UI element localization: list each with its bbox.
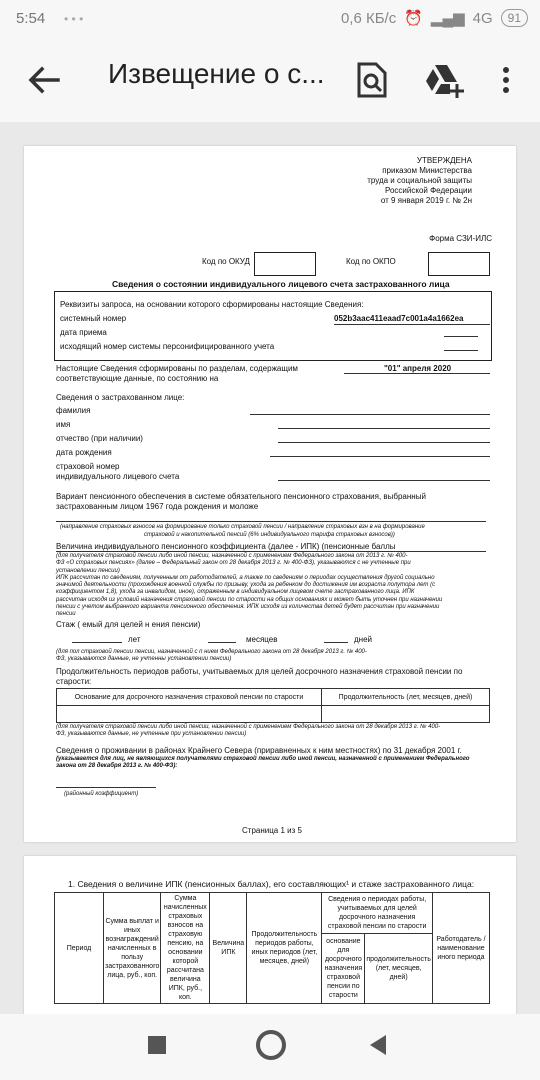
ipk-heading: Величина индивидуального пенсионного коэффициента (далее - ИПК) (пенсионные баллы (56, 542, 396, 551)
document-heading: Сведения о состоянии индивидуального лицевого счета застрахованного лица (112, 279, 450, 289)
pension-variant-line-2: застрахованным лицом 1967 года рождения и моложе (56, 502, 259, 511)
signal-icon: ▂▄▆ (430, 10, 465, 27)
seniority-months: месяцев (246, 635, 278, 644)
network-type: 4G (472, 9, 493, 27)
early-cell-basis (57, 706, 322, 723)
field-snils-label-1: страховой номер (56, 462, 120, 471)
okud-box (254, 252, 316, 276)
field-last-name: фамилия (56, 406, 91, 415)
page-number: Страница 1 из 5 (242, 826, 302, 835)
field-patronymic: отчество (при наличии) (56, 434, 143, 443)
outgoing-number-label: исходящий номер системы персонифицированного учета (60, 342, 275, 351)
back-button[interactable] (368, 1034, 388, 1056)
app-bar (0, 38, 540, 122)
system-number-value: 052b3aac411eaad7c001a4a1662ea (334, 314, 464, 323)
recent-apps-button[interactable] (148, 1036, 166, 1054)
field-birth-date: дата рождения (56, 448, 112, 457)
form-code: Форма СЗИ-ИЛС (429, 234, 492, 243)
pension-variant-line-1: Вариант пенсионного обеспечения в системе обязательного пенсионного страхования, выбранный (56, 492, 426, 501)
status-right (341, 9, 528, 27)
early-header-basis: Основание для досрочного назначения страховой пенсии по старости (57, 689, 322, 706)
document-page-1 (24, 146, 516, 842)
request-intro: Реквизиты запроса, на основании которого сформированы настоящие Сведения: (60, 300, 364, 309)
ipk-table (54, 892, 490, 1004)
navigation-bar (0, 1014, 540, 1080)
north-residence-heading: Сведения о проживании в районах Крайнего Севера (приравненных к ним местностях) по 31 декабря 2001 г. (56, 746, 462, 755)
early-pension-note-2: ФЗ, указываются данные, не учтенные при установлении пенсии) (56, 731, 247, 737)
okpo-box (428, 252, 490, 276)
battery-indicator: 91 (501, 9, 528, 27)
receipt-date-label: дата приема (60, 328, 107, 337)
okpo-label: Код по ОКПО (346, 257, 396, 266)
north-residence-note-1: (указывается для лиц, не являющихся получателями страховой пенсии либо иной пенсии, назначенной с применением Федерального (56, 756, 470, 762)
system-number-label: системный номер (60, 314, 127, 323)
col-duration: Продолжительность периодов работы, иных периодов (лет, месяцев, дней) (247, 893, 322, 1004)
statement-line-2: соответствующие данные, по состоянию на (56, 374, 219, 383)
col-period: Период (55, 893, 104, 1004)
col-early-periods: Сведения о периодах работы, учитываемых для целей досрочного назначения страховой пенсии по старости (322, 893, 433, 934)
col-early-basis: основание для досрочного назначения страховой пенсии по старости (322, 934, 365, 1004)
insured-person-heading: Сведения о застрахованном лице: (56, 393, 185, 402)
okud-label: Код по ОКУД (202, 257, 250, 266)
col-early-duration: продолжительность (лет, месяцев, дней) (365, 934, 433, 1004)
document-title: Извещение о с... (108, 58, 325, 89)
back-arrow-icon[interactable] (24, 60, 64, 100)
seniority-heading: Стаж ( емый для целей н ения пенсии) (56, 620, 201, 629)
early-header-duration: Продолжительность (лет, месяцев, дней) (322, 689, 490, 706)
contribution-direction-note-1: (направление страховых взносов на формирование только страховой пенсии / направление страховых взн в на формирование (60, 524, 425, 530)
ipk-section-title: 1. Сведения о величине ИПК (пенсионных баллах), его составляющих¹ и стаже застрахованного лица: (68, 879, 475, 889)
ipk-notes: (для получателя страховой пенсии либо иной пенсии, назначенной с применением Федерального закона от 2013 г. № 400- ФЗ «О страховых пенсиях» (далее – Федеральный закон от 28 декабря 2013 г. № 400-ФЗ), указываются с не учтенные при установлении пенсии) ИПК рассчитан по сведениям, полученным от работодателей, а также по сведениям о периодах осуществления другой социально значимой деятельности (прохождения военной службы по призыву, ухода за ребенком до достижения им возраста полутора лет (с коэффициентом 1,8), ухода за инвалидом, иное), отраженным в индивидуальном лицевом счете застрахованного лица. ИПК рассчитан исходя из условий назначения страховой пенсии по старости на общих основаниях и может быть уточнен при назначении пенсии с учетом выбранного варианта пенсионного обеспечения. ИПК исходя из количества детей будет рассчитан при назначении пенсии (56, 553, 443, 618)
add-to-drive-icon[interactable] (424, 62, 464, 98)
early-pension-table (56, 688, 490, 723)
early-pension-heading-2: старости: (56, 677, 92, 686)
approval-stamp: УТВЕРЖДЕНА приказом Министерства труда и социальной защиты Российской Федерации от 9 января 2019 г. № 2н (367, 156, 472, 205)
seniority-years: лет (128, 635, 141, 644)
alarm-icon: ⏰ (404, 10, 423, 27)
contribution-direction-note-2: страховой и накопительной пенсий (6% индивидуального тарифа страховых взносов)) (144, 532, 395, 538)
document-page-2 (24, 856, 516, 1016)
regional-coefficient-label: (районный коэффициент) (64, 791, 139, 797)
seniority-days: дней (354, 635, 373, 644)
field-first-name: имя (56, 420, 71, 429)
home-button[interactable] (256, 1030, 286, 1060)
status-time: 5:54 (16, 10, 46, 27)
search-in-document-icon[interactable] (356, 62, 388, 98)
early-cell-duration (322, 706, 490, 723)
seniority-note-2: ФЗ, указываются данные, не учтенны установлении пенсии) (56, 656, 232, 662)
statement-date: "01" апреля 2020 (384, 364, 452, 373)
north-residence-note-2: закона от 28 декабря 2013 г. № 400-ФЗ): (56, 763, 178, 769)
more-options-icon[interactable] (498, 62, 514, 98)
seniority-note-1: (для пол страховой пенсии пенсии, назначенной с п нием Федерального закона от 28 декабря 2013 г. № 400- (56, 649, 367, 655)
statement-line-1: Настоящие Сведения сформированы по разделам, содержащим (56, 364, 298, 373)
field-snils-label-2: индивидуального лицевого счета (56, 472, 180, 481)
col-employer: Работодатель / наименование иного периода (432, 893, 489, 1004)
col-payments: Сумма выплат и иных вознаграждений начисленных в пользу застрахованного лица, руб., коп. (104, 893, 161, 1004)
net-speed: 0,6 КБ/с (340, 9, 397, 27)
status-bar (0, 0, 540, 38)
col-contributions: Сумма начисленных страховых взносов на страховую пенсию, на основании которой рассчитана величина ИПК, руб., коп. (161, 893, 210, 1004)
notification-icons: • • • (64, 12, 84, 26)
early-pension-heading-1: Продолжительность периодов работы, учитываемых для целей досрочного назначения страховой пенсии по (56, 667, 463, 676)
early-pension-note-1: (для получателя страховой пенсии либо иной пенсии, назначенной с применением Федерального закона от 28 декабря 2013 г. № 400- (56, 724, 441, 730)
col-ipk: Величина ИПК (210, 893, 247, 1004)
